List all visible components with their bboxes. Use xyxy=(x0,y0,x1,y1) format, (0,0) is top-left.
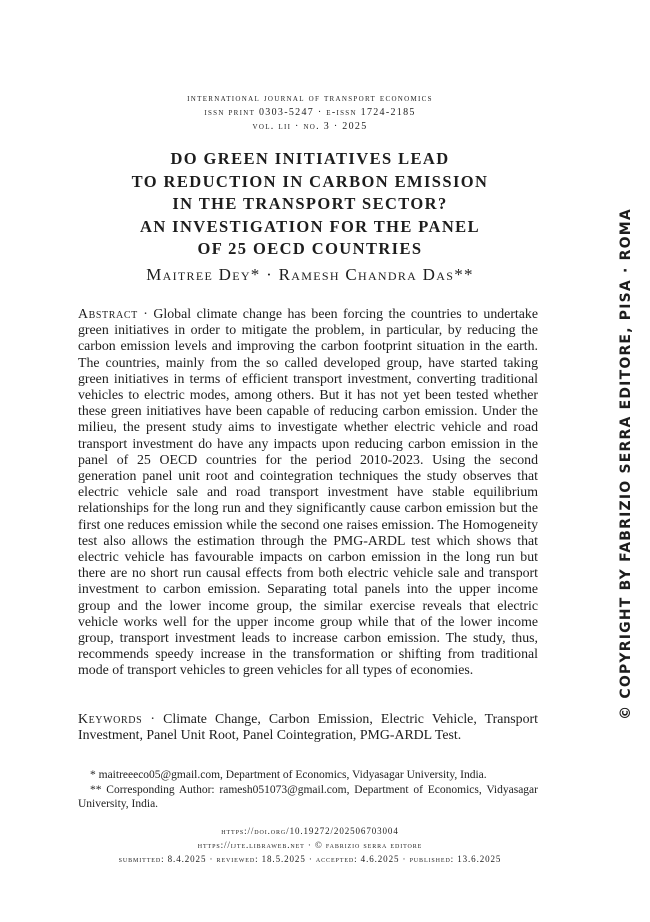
keywords xyxy=(78,711,538,743)
publication-dates: submitted: 8.4.2025 · reviewed: 18.5.2025 · accepted: 4.6.2025 · published: 13.6.2025 xyxy=(118,854,502,864)
title-line: OF 25 OECD COUNTRIES xyxy=(197,239,423,258)
journal-header xyxy=(80,92,540,134)
footnote-author-1: * maitreeeco05@gmail.com, Department of Economics, Vidyasagar University, India. xyxy=(90,769,487,781)
title-line: IN THE TRANSPORT SECTOR? xyxy=(172,194,448,213)
publication-info xyxy=(80,824,540,866)
footnote-author-2: ** Corresponding Author: ramesh051073@gmail.com, Department of Economics, Vidyasagar University, India. xyxy=(78,783,538,811)
doi-link[interactable]: https://doi.org/10.19272/202506703004 xyxy=(221,826,399,836)
footnotes xyxy=(78,768,538,812)
article-title xyxy=(80,148,540,261)
title-line: AN INVESTIGATION FOR THE PANEL xyxy=(140,216,480,236)
abstract-text: Global climate change has been forcing the countries to undertake green initiatives in order to mitigate the problem, in particular, by reducing the carbon emission levels and improving the carbon footprint situation in the earth. The countries, mainly from the so called developed group, have started taking green initiatives in terms of efficient transport investment, converting traditional vehicles to electric modes, among others. But it has not yet been tested whether these green initiatives have been capable of reducing carbon emission. Under the milieu, the present study aims to investigate whether electric vehicle and road transport investment do have any impacts upon reducing carbon emission in the panel of 25 OECD countries for the period 2010-2023. Using the second generation panel unit root and cointegration techniques the study observes that electric vehicle sale and road transport investment have stable equilibrium relationships for the long run and they significantly cause carbon emission but the first one reduces emission while the second one raises emission. The Homogeneity test also allows the estimation through the PMG-ARDL test which shows that electric vehicle has favourable impacts on carbon emission in the long run but there are no short run causal effects from both electric vehicle sale and transport investment to carbon emission. Separating total panels into the upper income group and the lower income group, the similar exercise reveals that electric vehicle works well for the upper income group while that of the lower income group, transport investment leads to increase carbon emission. The study, thus, recommends speedy increase in the transformation or shifting from traditional mode of transport vehicles to green vehicles for all types of economies. xyxy=(78,306,538,678)
abstract-label: Abstract xyxy=(78,306,138,321)
abstract xyxy=(78,306,538,679)
copyright-text: © COPYRIGHT BY FABRIZIO SERRA EDITORE, PISA · ROMA xyxy=(618,208,634,720)
title-line: TO REDUCTION IN CARBON EMISSION xyxy=(131,171,489,191)
journal-site: https://ijte.libraweb.net · © fabrizio serra editore xyxy=(197,840,423,850)
keywords-text: Climate Change, Carbon Emission, Electric Vehicle, Transport Investment, Panel Unit Root, Panel Cointegration, PMG-ARDL Test. xyxy=(78,711,538,743)
journal-issn: issn print 0303-5247 · e-issn 1724-2185 xyxy=(204,107,416,118)
title-line: DO GREEN INITIATIVES LEAD xyxy=(170,149,450,168)
abstract-separator: · xyxy=(137,306,154,321)
author-list: Maitree Dey* · Ramesh Chandra Das** xyxy=(146,265,474,284)
journal-volume: vol. lii · no. 3 · 2025 xyxy=(252,121,368,132)
journal-name: international journal of transport economics xyxy=(187,93,433,104)
keywords-label: Keywords xyxy=(78,711,143,726)
keywords-separator: · xyxy=(142,711,164,726)
